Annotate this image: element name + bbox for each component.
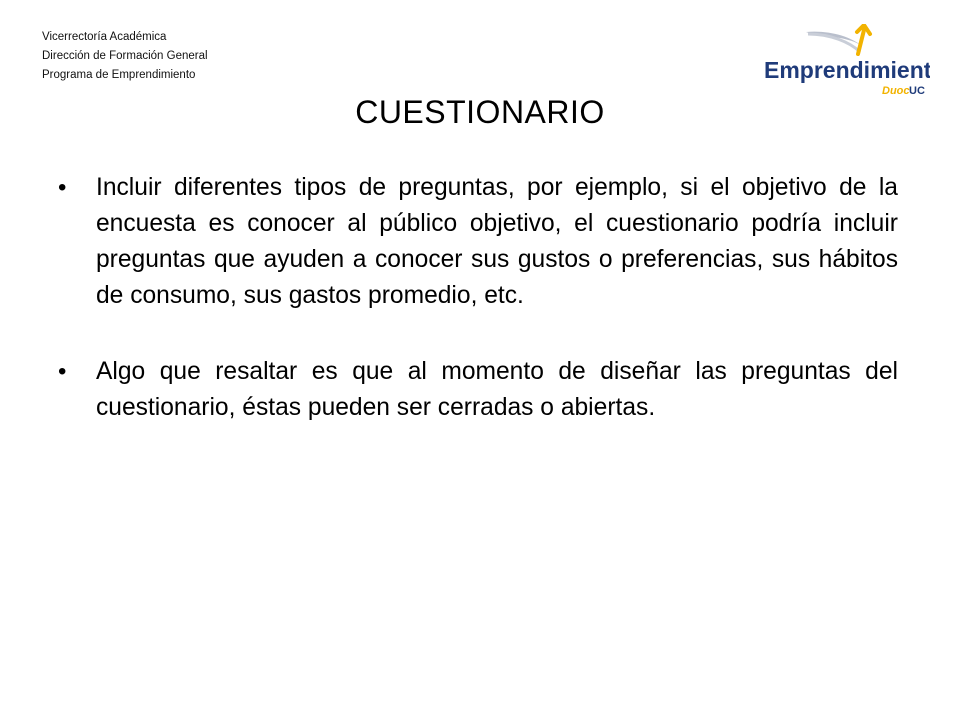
bullet-text: Incluir diferentes tipos de preguntas, por ejemplo, si el objetivo de la encuesta es conocer al público objetivo, el cuestionario podría incluir preguntas que ayuden a conocer sus gustos o preferencias, sus hábitos de consumo, sus gastos promedio, etc. bbox=[96, 174, 898, 309]
bullet-text: Algo que resaltar es que al momento de diseñar las preguntas del cuestionario, éstas pueden ser cerradas o abiertas. bbox=[96, 358, 898, 421]
bullet-marker: • bbox=[58, 174, 67, 201]
swoosh-line bbox=[808, 34, 860, 52]
slide-title: CUESTIONARIO bbox=[355, 94, 605, 130]
bullet-item bbox=[58, 354, 898, 426]
emprendimiento-logo-graphic bbox=[758, 24, 930, 104]
header-line-programa: Programa de Emprendimiento bbox=[42, 69, 196, 81]
arrow-shaft bbox=[858, 30, 864, 54]
logo-sub-duoc: Duoc bbox=[882, 85, 910, 97]
bullet-item bbox=[58, 170, 898, 314]
header-line-direccion: Dirección de Formación General bbox=[42, 50, 208, 62]
logo-sub-uc: UC bbox=[909, 85, 925, 97]
institution-header bbox=[42, 28, 208, 85]
bullet-list bbox=[58, 170, 898, 466]
header-line-vicerrectoria: Vicerrectoría Académica bbox=[42, 31, 167, 43]
emprendimiento-logo bbox=[758, 24, 930, 104]
logo-wordmark: Emprendimiento bbox=[764, 57, 930, 83]
bullet-marker: • bbox=[58, 358, 67, 385]
